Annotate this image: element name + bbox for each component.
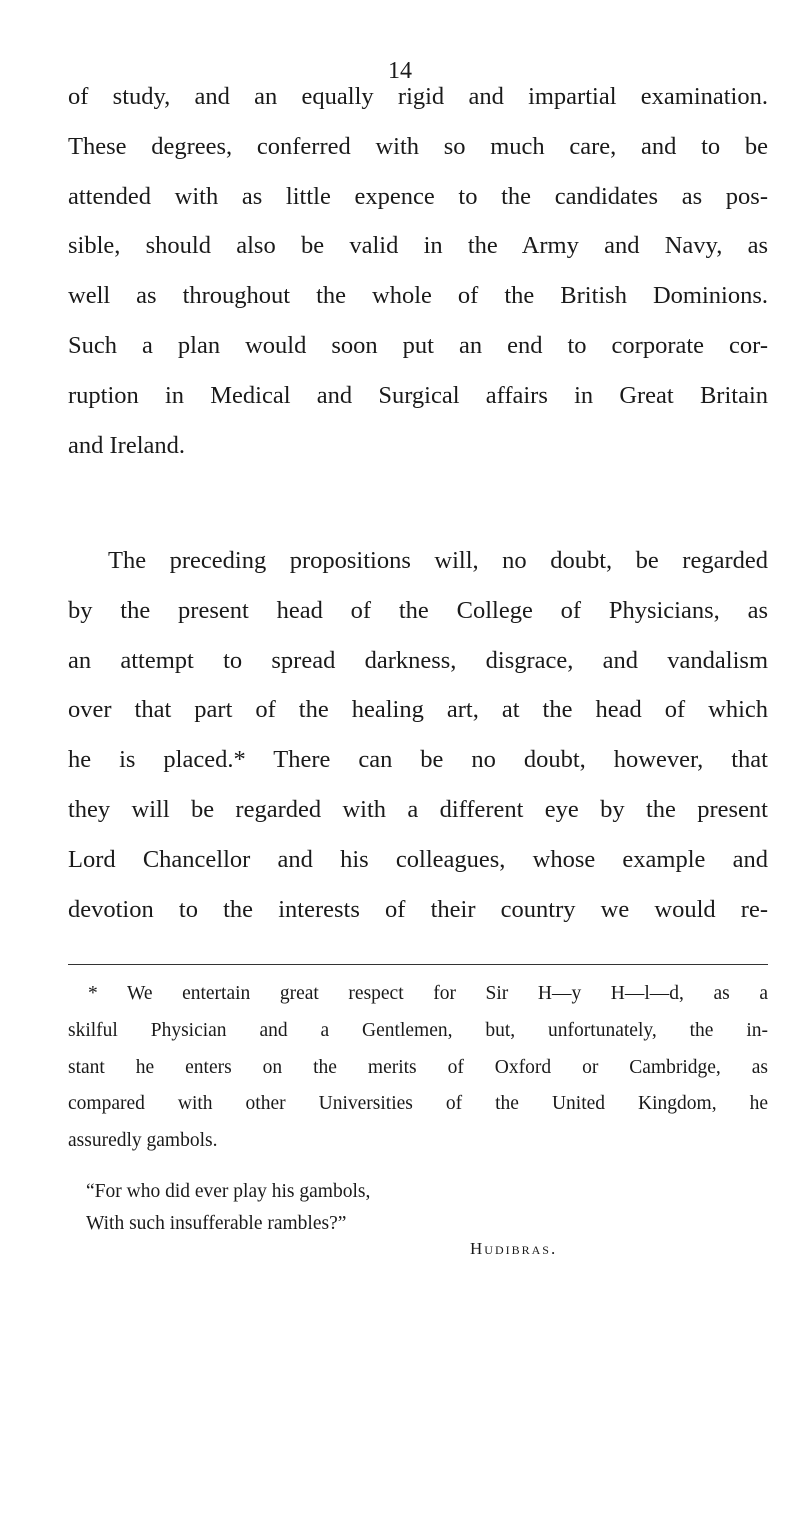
footnote bbox=[68, 976, 768, 1160]
text-line: Lord Chancellor and his colleagues, whose example and bbox=[68, 845, 768, 873]
text-line: they will be regarded with a different eye by the present bbox=[68, 795, 768, 823]
text-line: of study, and an equally rigid and impartial examination. bbox=[68, 83, 768, 110]
text-line: an attempt to spread darkness, disgrace, and vandalism bbox=[68, 646, 768, 674]
text-line: and Ireland. bbox=[68, 431, 185, 459]
quote-attribution: Hudibras. bbox=[470, 1239, 558, 1258]
verse-line: “For who did ever play his gambols, bbox=[86, 1181, 371, 1202]
paragraph-2 bbox=[68, 536, 768, 934]
text-line: he is placed.* There can be no doubt, however, that bbox=[68, 746, 768, 774]
paragraph-1 bbox=[68, 72, 768, 470]
text-line: attended with as little expence to the candidates as pos- bbox=[68, 182, 768, 210]
page-number: 14 bbox=[388, 58, 412, 84]
footnote-line: assuredly gambols. bbox=[68, 1130, 218, 1152]
text-line: by the present head of the College of Physicians, as bbox=[68, 596, 768, 624]
verse-quote bbox=[86, 1176, 370, 1240]
footnote-line: skilful Physician and a Gentlemen, but, unfortunately, the in- bbox=[68, 1019, 768, 1041]
text-line: sible, should also be valid in the Army and Navy, as bbox=[68, 232, 768, 260]
footnote-line: compared with other Universities of the United Kingdom, he bbox=[68, 1093, 768, 1115]
verse-line: With such insufferable rambles?” bbox=[86, 1213, 347, 1234]
footnote-line: * We entertain great respect for Sir H—y H—l—d, as a bbox=[88, 983, 768, 1004]
text-line: devotion to the interests of their country we would re- bbox=[68, 895, 768, 923]
text-line: well as throughout the whole of the British Dominions. bbox=[68, 282, 768, 310]
text-line: The preceding propositions will, no doubt, be regarded bbox=[108, 547, 768, 574]
footnote-divider bbox=[68, 964, 768, 965]
text-line: Such a plan would soon put an end to corporate cor- bbox=[68, 331, 768, 359]
footnote-line: stant he enters on the merits of Oxford or Cambridge, as bbox=[68, 1056, 768, 1078]
text-line: ruption in Medical and Surgical affairs in Great Britain bbox=[68, 381, 768, 409]
text-line: over that part of the healing art, at the head of which bbox=[68, 696, 768, 724]
text-line: These degrees, conferred with so much care, and to be bbox=[68, 132, 768, 160]
